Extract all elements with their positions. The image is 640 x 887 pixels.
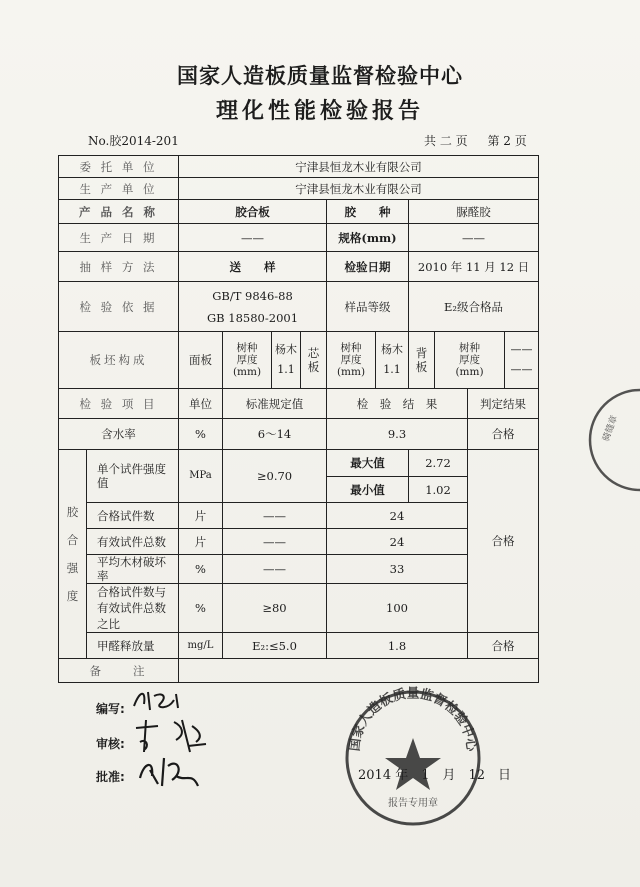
spec-value: —— xyxy=(409,224,539,252)
spec-label: 规格(mm) xyxy=(327,224,409,252)
seam-stamp-text: 骑缝章 xyxy=(601,414,621,444)
sampling-label: 抽 样 方 法 xyxy=(59,252,179,282)
qualified-item: 合格试件数 xyxy=(87,503,179,529)
test-date-value: 2010 年 11 月 12 日 xyxy=(409,252,539,282)
strength-standard: ≥0.70 xyxy=(223,450,327,503)
row-remarks xyxy=(59,659,539,683)
approved-label: 批准: xyxy=(96,770,125,784)
core-values xyxy=(376,332,409,389)
grade-value: E₂级合格品 xyxy=(409,282,539,332)
row-producer xyxy=(59,178,539,200)
glue-value: 脲醛胶 xyxy=(409,200,539,224)
header-judgement: 判定结果 xyxy=(468,389,539,419)
row-qualified xyxy=(59,503,539,529)
bond-strength-label: 胶合强度 xyxy=(66,505,79,603)
core-species-thickness-label xyxy=(327,332,376,389)
board-back-label: 背板 xyxy=(409,332,435,389)
prod-date-value: —— xyxy=(179,224,327,252)
ratio-item: 合格试件数与有效试件总数之比 xyxy=(87,584,179,633)
qualified-standard: —— xyxy=(223,503,327,529)
valid-result: 24 xyxy=(327,529,468,555)
row-wood-failure xyxy=(59,555,539,584)
center-title: 国家人造板质量监督检验中心 xyxy=(177,64,463,88)
board-face-label: 面板 xyxy=(179,332,223,389)
header-result: 检 验 结 果 xyxy=(327,389,468,419)
formaldehyde-result: 1.8 xyxy=(327,633,468,659)
face-thickness: 1.1 xyxy=(277,363,295,376)
bond-judgement: 合格 xyxy=(468,450,539,633)
formaldehyde-judgement: 合格 xyxy=(468,633,539,659)
row-board xyxy=(59,332,539,389)
row-valid xyxy=(59,529,539,555)
board-core-label: 芯板 xyxy=(301,332,327,389)
client-value: 宁津县恒龙木业有限公司 xyxy=(179,156,539,178)
back-species-label: 树种 xyxy=(459,342,480,354)
basis-value xyxy=(179,282,327,332)
basis-standard-1: GB/T 9846-88 xyxy=(212,288,293,303)
moisture-item: 含水率 xyxy=(59,419,179,450)
back-thickness-label: 厚度 xyxy=(459,354,480,366)
row-sampling xyxy=(59,252,539,282)
core-unit: (mm) xyxy=(336,366,366,378)
basis-standard-2: GB 18580-2001 xyxy=(206,310,299,325)
header-standard: 标准规定值 xyxy=(223,389,327,419)
core-thickness-label: 厚度 xyxy=(340,354,362,366)
row-moisture xyxy=(59,419,539,450)
core-species-label: 树种 xyxy=(340,342,362,354)
producer-value: 宁津县恒龙木业有限公司 xyxy=(179,178,539,200)
pages-total: 共 二 页 xyxy=(424,134,468,148)
remarks-value xyxy=(179,659,539,683)
max-label: 最大值 xyxy=(327,450,409,477)
product-label: 产 品 名 称 xyxy=(59,200,179,224)
back-values xyxy=(505,332,539,389)
back-unit: (mm) xyxy=(455,366,484,378)
stamp-sub-text: 报告专用章 xyxy=(388,798,438,809)
ratio-standard: ≥80 xyxy=(223,584,327,633)
back-thickness: —— xyxy=(510,363,533,376)
face-species-thickness-label xyxy=(223,332,272,389)
basis-label: 检 验 依 据 xyxy=(59,282,179,332)
report-table xyxy=(58,155,539,683)
core-thickness: 1.1 xyxy=(383,363,401,376)
report-title: 理化性能检验报告 xyxy=(215,99,424,124)
formaldehyde-standard: E₂:≤5.0 xyxy=(223,633,327,659)
row-formaldehyde xyxy=(59,633,539,659)
remarks-label: 备 注 xyxy=(59,659,179,683)
seam-stamp xyxy=(588,380,640,500)
formaldehyde-unit: mg/L xyxy=(179,633,223,659)
test-date-label: 检验日期 xyxy=(327,252,409,282)
prepared-signature xyxy=(128,686,188,716)
report-number: No.胶2014-201 xyxy=(88,134,179,148)
row-product xyxy=(59,200,539,224)
board-label: 板坯构成 xyxy=(59,332,179,389)
face-unit: (mm) xyxy=(232,366,262,378)
producer-label: 生 产 单 位 xyxy=(59,178,179,200)
client-label: 委 托 单 位 xyxy=(59,156,179,178)
prod-date-label: 生 产 日 期 xyxy=(59,224,179,252)
ratio-unit: % xyxy=(179,584,223,633)
page-current: 第 2 页 xyxy=(487,134,527,148)
moisture-result: 9.3 xyxy=(327,419,468,450)
glue-label: 胶 种 xyxy=(327,200,409,224)
strength-unit: MPa xyxy=(179,450,223,503)
face-thickness-label: 厚度 xyxy=(236,354,258,366)
page-info xyxy=(424,132,527,149)
approved-signature xyxy=(134,752,204,792)
row-prod-date xyxy=(59,224,539,252)
valid-standard: —— xyxy=(223,529,327,555)
reviewed-label: 审核: xyxy=(96,737,125,751)
min-value: 1.02 xyxy=(409,477,468,503)
row-client xyxy=(59,156,539,178)
face-values xyxy=(272,332,301,389)
row-ratio xyxy=(59,584,539,633)
moisture-unit: % xyxy=(179,419,223,450)
wood-failure-unit: % xyxy=(179,555,223,584)
wood-failure-item: 平均木材破坏率 xyxy=(87,555,179,584)
back-species: —— xyxy=(510,343,533,356)
product-value: 胶合板 xyxy=(179,200,327,224)
ratio-result: 100 xyxy=(327,584,468,633)
header-unit: 单位 xyxy=(179,389,223,419)
min-label: 最小值 xyxy=(327,477,409,503)
face-species: 杨木 xyxy=(275,343,297,356)
grade-label: 样品等级 xyxy=(327,282,409,332)
core-species: 杨木 xyxy=(381,343,403,356)
row-basis xyxy=(59,282,539,332)
bond-strength-group xyxy=(59,450,87,659)
qualified-result: 24 xyxy=(327,503,468,529)
wood-failure-result: 33 xyxy=(327,555,468,584)
max-value: 2.72 xyxy=(409,450,468,477)
valid-item: 有效试件总数 xyxy=(87,529,179,555)
row-results-header xyxy=(59,389,539,419)
formaldehyde-item: 甲醛释放量 xyxy=(87,633,179,659)
moisture-standard: 6～14 xyxy=(223,419,327,450)
report-date: 2014 年 1 月 12 日 xyxy=(358,768,512,783)
row-strength-max xyxy=(59,450,539,477)
sampling-value: 送 样 xyxy=(179,252,327,282)
qualified-unit: 片 xyxy=(179,503,223,529)
official-stamp xyxy=(338,680,488,830)
wood-failure-standard: —— xyxy=(223,555,327,584)
prepared-label: 编写: xyxy=(96,702,125,716)
back-species-thickness-label xyxy=(435,332,505,389)
strength-item: 单个试件强度值 xyxy=(87,450,179,503)
moisture-judgement: 合格 xyxy=(468,419,539,450)
header-item: 检 验 项 目 xyxy=(59,389,179,419)
stamp-ring-text: 国家人造板质量监督检验中心 xyxy=(347,686,479,753)
face-species-label: 树种 xyxy=(236,342,258,354)
valid-unit: 片 xyxy=(179,529,223,555)
